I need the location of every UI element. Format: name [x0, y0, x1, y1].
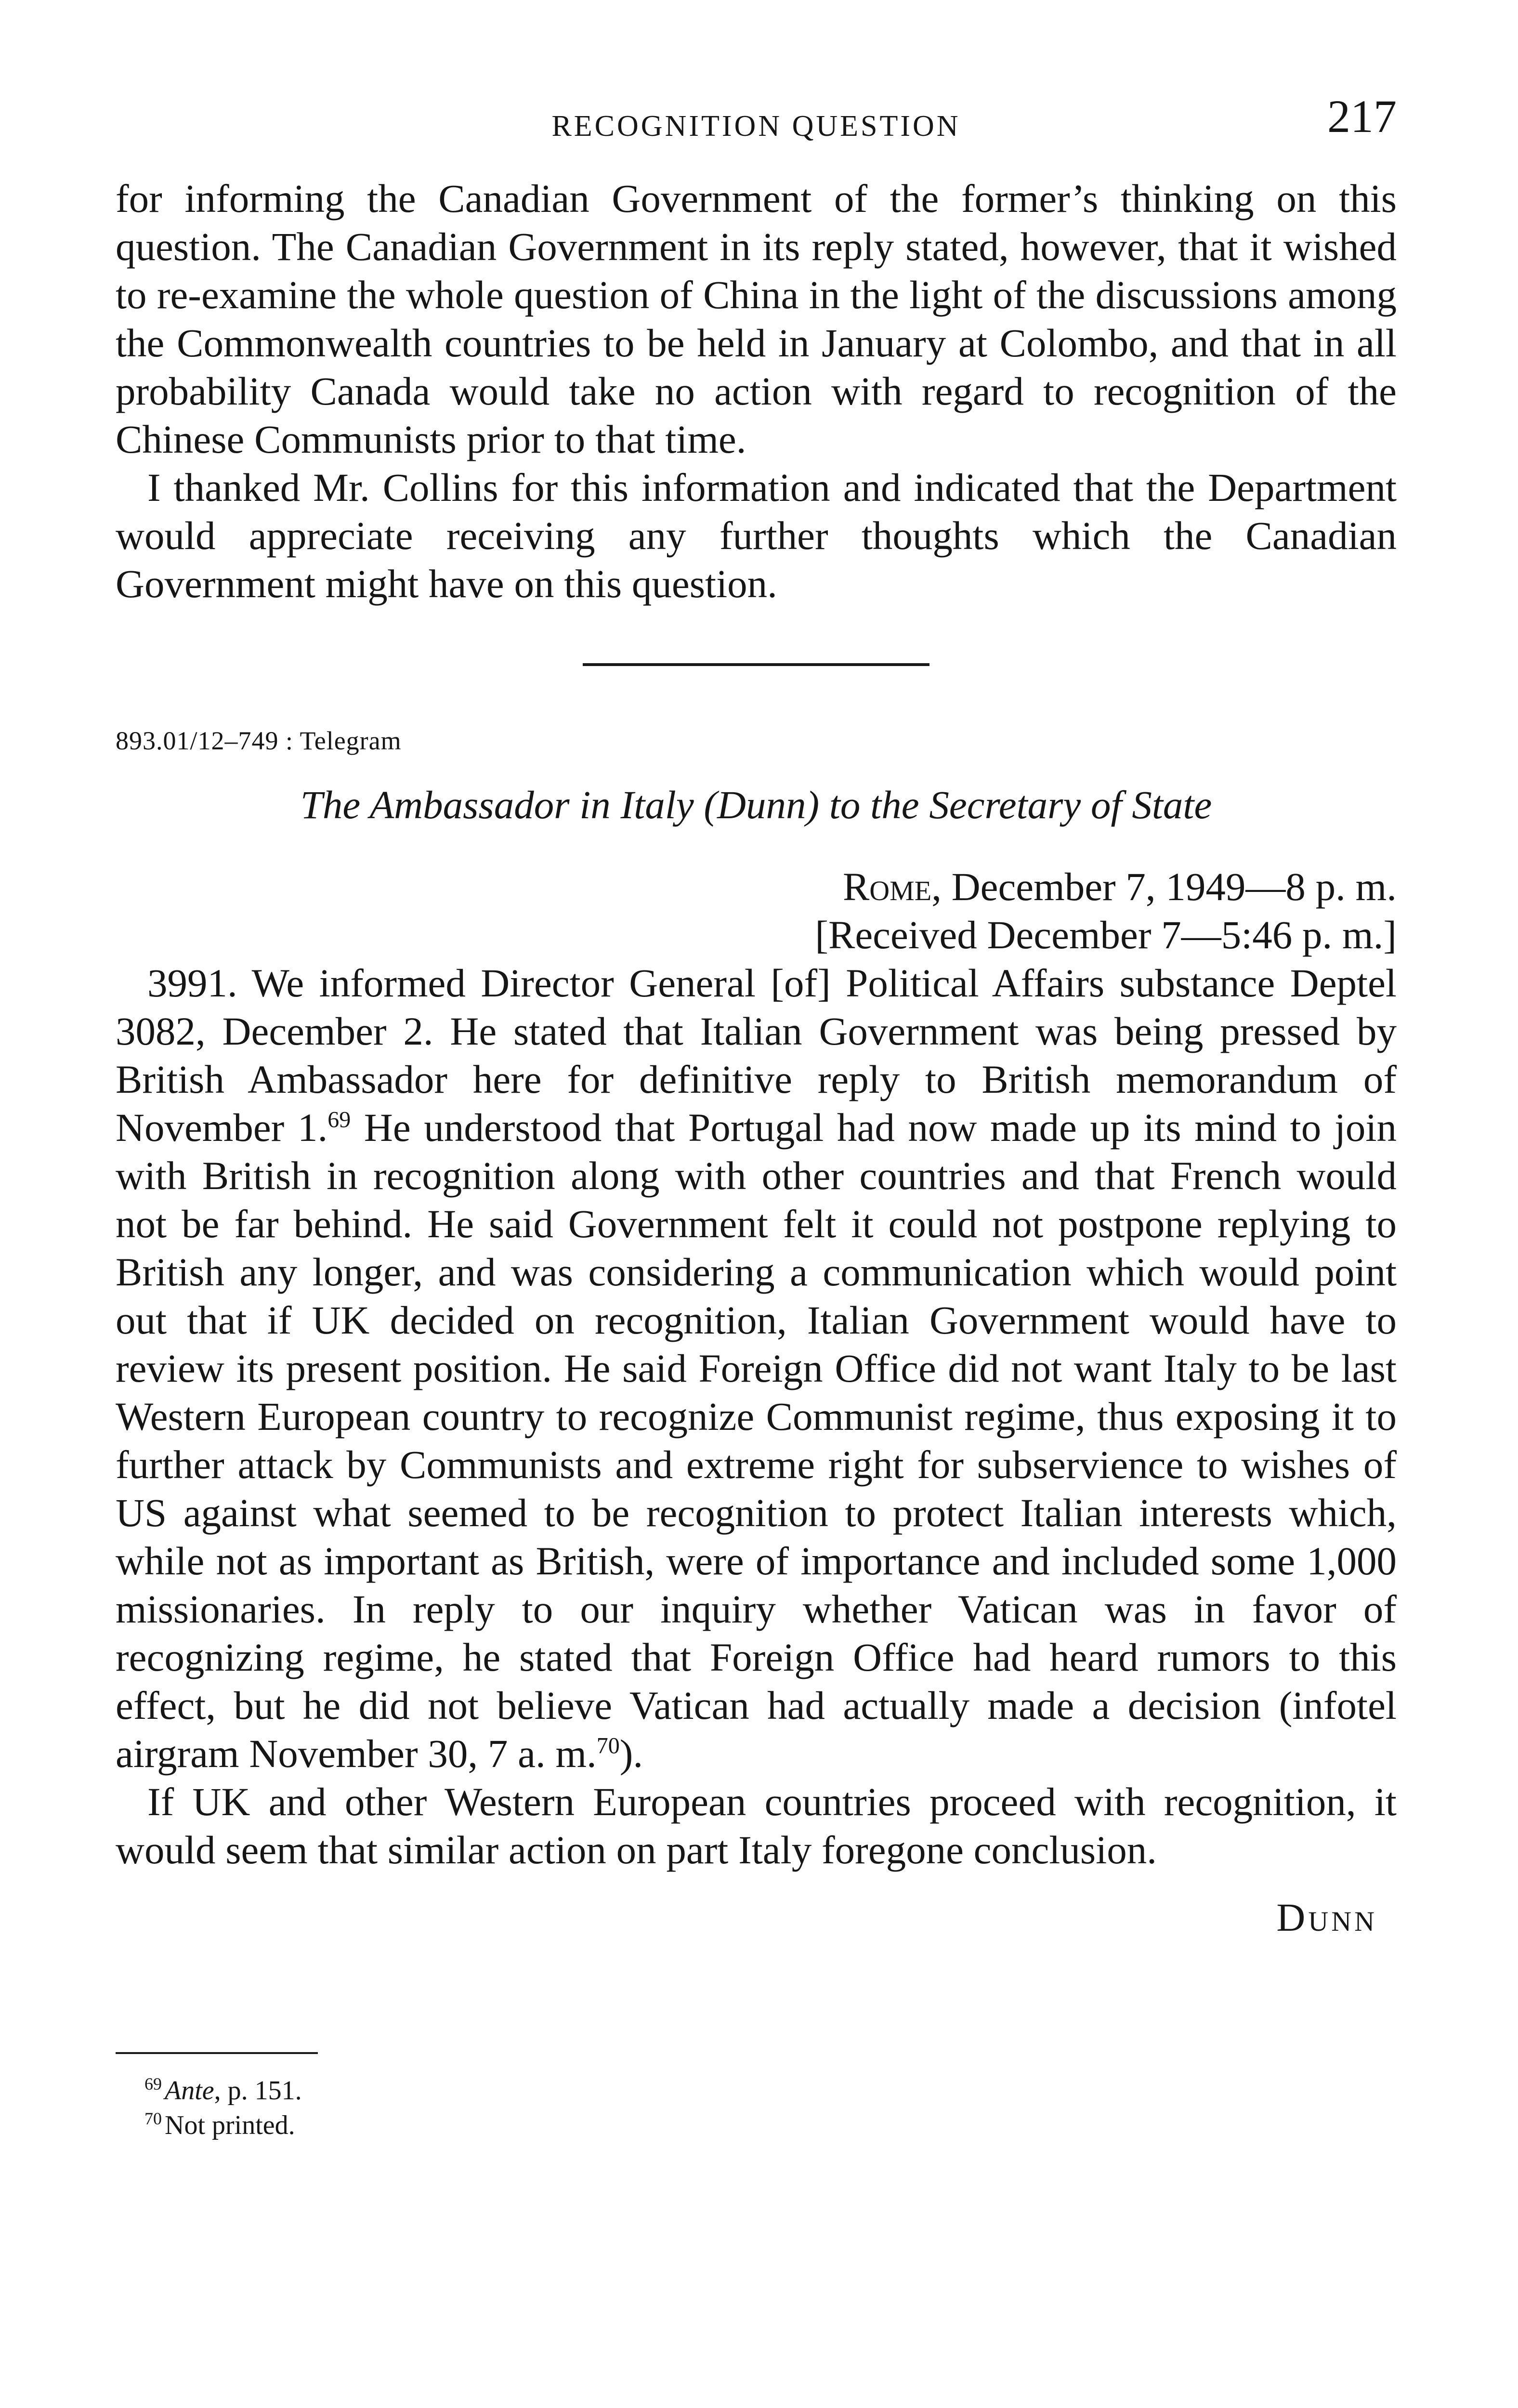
footnote-text: Not printed.	[165, 2110, 295, 2140]
telegram-paragraph-2: If UK and other Western European countries proceed with recognition, it would seem that similar action on part Italy foregone conclusion.	[116, 1780, 1397, 1872]
telegram-text-b: He understood that Portugal had now made up its mind to join with British in recognition along with other countries and that French would not be far behind. He said Government felt it could not postpone replying to British any longer, and was considering a communication which would point out that if UK decided on recognition, Italian Government would have to review its present position. He said Foreign Office did not want Italy to be last Western European country to recognize Communist regime, thus exposing it to further attack by Communists and extreme right for subservience to wishes of US against what seemed to be recognition to protect Italian interests which, while not as important as British, were of importance and included some 1,000 missionaries. In reply to our inquiry whether Vatican was in favor of recognizing regime, he stated that Foreign Office had heard rumors to this effect, but he did not believe Vatican had actually made a decision (infotel airgram November 30, 7 a. m.	[116, 1105, 1397, 1776]
footnote-ref-70: 70	[596, 1733, 620, 1759]
document-title: The Ambassador in Italy (Dunn) to the Secretary of State	[300, 783, 1212, 827]
page-header	[116, 92, 1397, 150]
telegram-text-a: 3991. We informed Director General [of] Political Affairs substance Deptel 3082, December 2. He stated that Italian Government was being pressed by British Ambassador here for definitive reply to British memorandum of November 1.	[116, 961, 1397, 1150]
footnote-69	[116, 2073, 1397, 2108]
footnote-italic: Ante	[165, 2076, 214, 2106]
paragraph-continuation: for informing the Canadian Government of the former’s thinking on this question. The Canadian Government in its reply stated, however, that it wished to re-examine the whole question of China in the light of the discussions among the Commonwealth countries to be held in January at Colombo, and that in all probability Canada would take no action with regard to recognition of the Chinese Communists prior to that time.	[116, 176, 1397, 461]
dateline-place: Rome	[842, 864, 932, 909]
telegram-paragraph-1	[116, 959, 1397, 1778]
signature: Dunn	[1276, 1895, 1377, 1939]
footnote-divider	[116, 2052, 318, 2054]
footnote-70	[116, 2108, 1397, 2143]
dateline	[116, 863, 1397, 959]
dateline-sent	[116, 863, 1397, 911]
footnote-marker: 70	[144, 2109, 162, 2129]
section-divider	[583, 663, 929, 666]
page-body	[116, 174, 1397, 2143]
footnote-marker: 69	[144, 2074, 162, 2094]
footnote-text: , p. 151.	[214, 2076, 302, 2106]
page-number: 217	[1327, 91, 1397, 142]
running-title: RECOGNITION QUESTION	[551, 110, 961, 143]
telegram-text-c: ).	[619, 1731, 643, 1776]
file-reference: 893.01/12–749 : Telegram	[116, 726, 402, 755]
paragraph-collins: I thanked Mr. Collins for this information and indicated that the Department would appreciate receiving any further thoughts which the Canadian Government might have on this question.	[116, 465, 1397, 606]
footnote-ref-69: 69	[327, 1107, 351, 1133]
dateline-date: , December 7, 1949—8 p. m.	[931, 864, 1397, 909]
dateline-received: [Received December 7—5:46 p. m.]	[815, 913, 1397, 957]
